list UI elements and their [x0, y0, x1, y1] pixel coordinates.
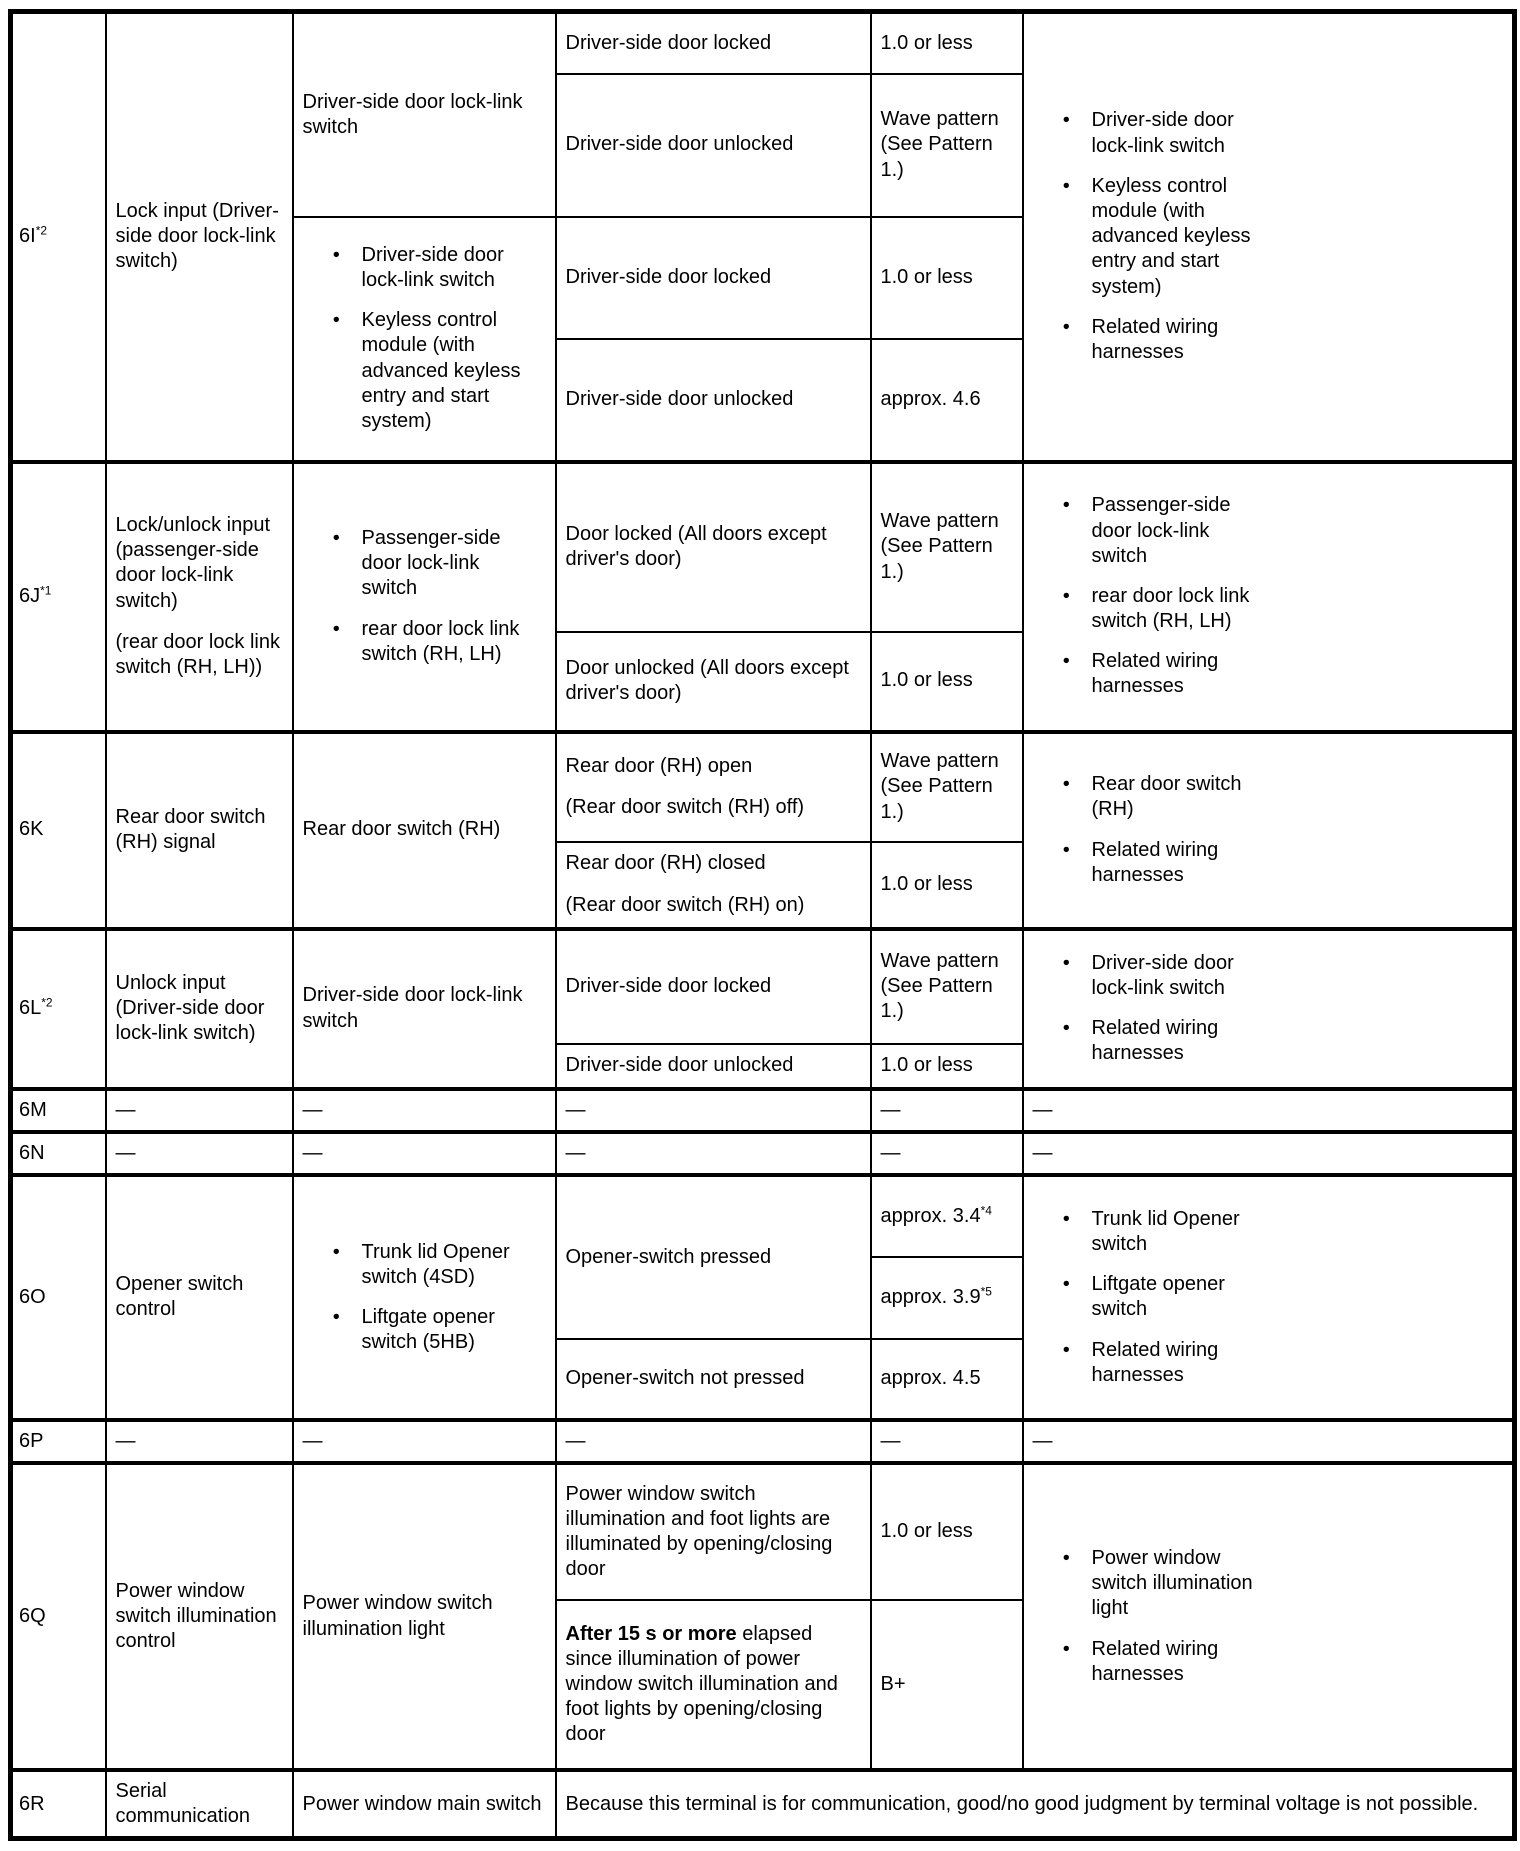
- bullet-text: rear door lock link switch (RH, LH): [361, 617, 520, 665]
- bullet-icon: ●: [332, 1308, 341, 1323]
- text-line: Rear door (RH) open: [565, 754, 753, 777]
- table-row: [11, 929, 1515, 1044]
- text-line: Power window switch illumination control: [115, 1579, 277, 1653]
- bullet-icon: ●: [1062, 1640, 1071, 1655]
- inspection-cell-6n: —: [1023, 1132, 1515, 1175]
- function-text: [116, 1579, 283, 1655]
- bullet-text: Related wiring harnesses: [1091, 650, 1219, 698]
- voltage-cell: approx. 4.5: [871, 1339, 1023, 1420]
- bullet-text: Related wiring harnesses: [1091, 315, 1219, 363]
- terminal-cell-6n: [11, 1132, 106, 1175]
- bullet-icon: ●: [1062, 954, 1071, 969]
- terminal-label: 6N: [19, 1141, 45, 1164]
- inspection-cell-6j: [1023, 462, 1515, 732]
- condition-cell: —: [556, 1420, 871, 1463]
- bullet-icon: ●: [1062, 1276, 1071, 1291]
- connected-cell-6j: [293, 462, 556, 732]
- voltage-cell: 1.0 or less: [871, 842, 1023, 929]
- condition-cell: Power window switch illumination and foot lights are illuminated by opening/closing door: [556, 1463, 871, 1600]
- condition-cell: Door locked (All doors except driver's door): [556, 462, 871, 632]
- bullet-icon: ●: [1062, 841, 1071, 856]
- terminal-label: 6R: [19, 1792, 45, 1815]
- function-cell-6o: [106, 1175, 293, 1420]
- bullet-text: Liftgate opener switch (5HB): [361, 1305, 495, 1354]
- condition-cell: [556, 842, 871, 929]
- table-row: [11, 1175, 1515, 1257]
- bullet-item: [1063, 1546, 1504, 1622]
- text-line: Opener switch control: [115, 1273, 244, 1321]
- inspection-cell-6p: —: [1023, 1420, 1515, 1463]
- condition-cell: Opener-switch pressed: [556, 1175, 871, 1339]
- bullet-icon: ●: [1062, 1341, 1071, 1356]
- condition-text: [566, 851, 861, 917]
- inspection-list: [1033, 1546, 1504, 1687]
- voltage-cell: —: [871, 1089, 1023, 1132]
- connected-cell-6m: —: [293, 1089, 556, 1132]
- condition-cell: Driver-side door unlocked: [556, 339, 871, 462]
- terminal-cell-6r: [11, 1770, 106, 1839]
- connected-text: Rear door switch (RH): [302, 818, 501, 841]
- condition-cell: —: [556, 1132, 871, 1175]
- condition-cell: Driver-side door locked: [556, 12, 871, 74]
- bullet-item: [333, 1240, 546, 1290]
- condition-cell: —: [556, 1089, 871, 1132]
- connected-cell-6i-a: [293, 12, 556, 217]
- voltage-cell: Wave pattern (See Pattern 1.): [871, 732, 1023, 842]
- bullet-icon: ●: [332, 620, 341, 635]
- bullet-item: [333, 617, 546, 667]
- terminal-cell-6o: [11, 1175, 106, 1420]
- terminal-superscript: *1: [40, 583, 52, 598]
- connected-list: [303, 243, 546, 434]
- voltage-cell: [871, 1257, 1023, 1339]
- function-cell-6n: —: [106, 1132, 293, 1175]
- function-cell-6k: [106, 732, 293, 929]
- communication-note-cell: Because this terminal is for communication, good/no good judgment by terminal voltage is not possible.: [556, 1770, 1515, 1839]
- terminal-label: 6P: [19, 1429, 44, 1452]
- terminal-cell-6k: [11, 732, 106, 929]
- bullet-icon: ●: [332, 312, 341, 327]
- text-line: Lock/unlock input (passenger-side door lock-link switch): [115, 513, 271, 612]
- inspection-list: [1033, 1207, 1504, 1388]
- voltage-cell: 1.0 or less: [871, 1463, 1023, 1600]
- function-text: [116, 513, 283, 680]
- connected-cell-6p: —: [293, 1420, 556, 1463]
- text-line: (Rear door switch (RH) off): [565, 796, 805, 818]
- terminal-cell-6l: [11, 929, 106, 1089]
- bullet-item: [1063, 1016, 1504, 1066]
- table-row: [11, 1770, 1515, 1839]
- function-text: [116, 1272, 283, 1322]
- bullet-icon: ●: [332, 530, 341, 545]
- bullet-text: Trunk lid Opener switch (4SD): [361, 1240, 510, 1288]
- bullet-item: [1063, 174, 1504, 300]
- condition-cell: Driver-side door unlocked: [556, 1044, 871, 1089]
- text-line: Rear door (RH) closed: [565, 852, 766, 875]
- condition-cell: Driver-side door unlocked: [556, 74, 871, 217]
- connected-cell-6i-b: [293, 217, 556, 462]
- text-line: Unlock input (Driver-side door lock-link switch): [115, 971, 265, 1045]
- terminal-cell-6j: [11, 462, 106, 732]
- bullet-icon: ●: [1062, 497, 1071, 512]
- voltage-cell: —: [871, 1420, 1023, 1463]
- bullet-item: [1063, 493, 1504, 569]
- bullet-text: Keyless control module (with advanced keyless entry and start system): [1091, 174, 1251, 298]
- inspection-cell-6l: [1023, 929, 1515, 1089]
- bullet-item: [1063, 649, 1504, 699]
- function-text: [116, 1779, 283, 1829]
- condition-cell: Opener-switch not pressed: [556, 1339, 871, 1420]
- bullet-text: Driver-side door lock-link switch: [1091, 951, 1234, 999]
- voltage-cell: Wave pattern (See Pattern 1.): [871, 929, 1023, 1044]
- voltage-cell: [871, 1175, 1023, 1257]
- voltage-cell: 1.0 or less: [871, 1044, 1023, 1089]
- bullet-text: Liftgate opener switch: [1091, 1273, 1225, 1321]
- text-line: Serial communication: [115, 1780, 251, 1828]
- function-cell-6q: [106, 1463, 293, 1770]
- connected-cell-6q: [293, 1463, 556, 1770]
- bullet-icon: ●: [1062, 177, 1071, 192]
- function-cell-6m: —: [106, 1089, 293, 1132]
- condition-cell: Driver-side door locked: [556, 217, 871, 339]
- text-line: (Rear door switch (RH) on): [565, 893, 805, 916]
- bullet-icon: ●: [1062, 1210, 1071, 1225]
- terminal-label: 6J: [19, 584, 41, 607]
- terminal-label: 6L: [19, 996, 42, 1019]
- inspection-cell-6k: [1023, 732, 1515, 929]
- bullet-item: [1063, 1207, 1504, 1257]
- voltage-cell: 1.0 or less: [871, 12, 1023, 74]
- inspection-cell-6q: [1023, 1463, 1515, 1770]
- bullet-text: Power window switch illumination light: [1091, 1547, 1253, 1620]
- bullet-text: Related wiring harnesses: [1091, 1637, 1219, 1685]
- voltage-text: approx. 3.4: [880, 1204, 981, 1227]
- bullet-text: Rear door switch (RH): [1091, 773, 1242, 821]
- connected-cell-6n: —: [293, 1132, 556, 1175]
- bullet-icon: ●: [1062, 776, 1071, 791]
- bullet-text: Driver-side door lock-link switch: [1091, 109, 1234, 157]
- function-cell-6j: [106, 462, 293, 732]
- terminal-cell-6p: [11, 1420, 106, 1463]
- voltage-cell: B+: [871, 1600, 1023, 1770]
- function-cell-6l: [106, 929, 293, 1089]
- connected-cell-6k: [293, 732, 556, 929]
- table-row: [11, 1463, 1515, 1600]
- bullet-item: [333, 243, 546, 293]
- bullet-icon: ●: [1062, 318, 1071, 333]
- terminal-superscript: *2: [41, 995, 53, 1010]
- terminal-label: 6Q: [19, 1604, 46, 1627]
- condition-cell: [556, 1600, 871, 1770]
- bullet-text: Related wiring harnesses: [1091, 838, 1219, 886]
- function-text: [116, 199, 283, 275]
- inspection-list: [1033, 951, 1504, 1067]
- condition-text: [566, 754, 861, 820]
- voltage-cell: Wave pattern (See Pattern 1.): [871, 74, 1023, 217]
- connected-text: Driver-side door lock-link switch: [302, 90, 523, 138]
- terminal-label: 6O: [19, 1285, 46, 1308]
- bullet-item: [1063, 1338, 1504, 1388]
- terminal-label: 6M: [19, 1098, 47, 1121]
- bullet-item: [1063, 584, 1504, 634]
- bullet-icon: ●: [332, 1243, 341, 1258]
- bullet-item: [333, 526, 546, 602]
- bullet-text: Trunk lid Opener switch: [1091, 1207, 1240, 1255]
- condition-text: elapsed since illumination of power window switch illumination and foot lights by opening/closing door: [565, 1622, 838, 1746]
- function-text: [116, 805, 283, 855]
- bullet-text: Related wiring harnesses: [1091, 1338, 1219, 1386]
- connected-cell-6l: [293, 929, 556, 1089]
- condition-cell: Driver-side door locked: [556, 929, 871, 1044]
- bullet-text: rear door lock link switch (RH, LH): [1091, 584, 1250, 633]
- bullet-icon: ●: [1062, 587, 1071, 602]
- bullet-item: [1063, 772, 1504, 822]
- inspection-list: [1033, 772, 1504, 888]
- terminal-cell-6q: [11, 1463, 106, 1770]
- connected-text: Power window main switch: [302, 1792, 542, 1815]
- voltage-text: approx. 3.9: [880, 1286, 981, 1309]
- inspection-cell-6o: [1023, 1175, 1515, 1420]
- table-row: [11, 1089, 1515, 1132]
- bullet-item: [1063, 1272, 1504, 1322]
- condition-cell: Door unlocked (All doors except driver's door): [556, 632, 871, 732]
- condition-bold-text: After 15 s or more: [565, 1622, 737, 1645]
- terminal-superscript: *2: [35, 223, 48, 238]
- connected-list: [303, 1240, 546, 1356]
- table-row: [11, 462, 1515, 632]
- table-row: [11, 1132, 1515, 1175]
- text-line: Lock input (Driver-side door lock-link switch): [115, 199, 279, 273]
- voltage-cell: 1.0 or less: [871, 217, 1023, 339]
- connected-text: Power window switch illumination light: [302, 1592, 493, 1640]
- voltage-superscript: *4: [980, 1203, 992, 1218]
- bullet-text: Driver-side door lock-link switch: [361, 243, 504, 292]
- table-row: [11, 732, 1515, 842]
- bullet-item: [333, 308, 546, 434]
- inspection-cell-6m: —: [1023, 1089, 1515, 1132]
- bullet-icon: ●: [1062, 653, 1071, 668]
- connected-list: [303, 526, 546, 667]
- function-cell-6i: [106, 12, 293, 462]
- bullet-text: Passenger-side door lock-link switch: [1091, 494, 1231, 567]
- function-cell-6r: [106, 1770, 293, 1839]
- connected-cell-6r: [293, 1770, 556, 1839]
- bullet-text: Passenger-side door lock-link switch: [361, 527, 501, 600]
- table-row: [11, 1420, 1515, 1463]
- function-text: [116, 971, 283, 1047]
- bullet-item: [1063, 951, 1504, 1001]
- voltage-cell: Wave pattern (See Pattern 1.): [871, 462, 1023, 632]
- terminal-label: 6K: [19, 818, 44, 841]
- connected-cell-6o: [293, 1175, 556, 1420]
- terminal-cell-6m: [11, 1089, 106, 1132]
- voltage-cell: —: [871, 1132, 1023, 1175]
- bullet-icon: ●: [1062, 112, 1071, 127]
- text-line: (rear door lock link switch (RH, LH)): [115, 630, 281, 678]
- bullet-item: [1063, 108, 1504, 158]
- voltage-cell: 1.0 or less: [871, 632, 1023, 732]
- bullet-item: [1063, 838, 1504, 888]
- bullet-item: [1063, 315, 1504, 365]
- inspection-list: [1033, 108, 1504, 365]
- bullet-icon: ●: [332, 246, 341, 261]
- connected-text: Driver-side door lock-link switch: [302, 984, 523, 1032]
- voltage-cell: approx. 4.6: [871, 339, 1023, 462]
- inspection-cell-6i: [1023, 12, 1515, 462]
- voltage-superscript: *5: [980, 1284, 992, 1299]
- bullet-icon: ●: [1062, 1550, 1071, 1565]
- bullet-text: Keyless control module (with advanced keyless entry and start system): [361, 309, 521, 432]
- condition-cell: [556, 732, 871, 842]
- terminal-cell-6i: [11, 12, 106, 462]
- bullet-icon: ●: [1062, 1020, 1071, 1034]
- table-row: [11, 12, 1515, 74]
- terminal-label: 6I: [19, 225, 36, 248]
- bullet-item: [1063, 1637, 1504, 1687]
- bullet-text: Related wiring harnesses: [1091, 1017, 1219, 1065]
- terminal-voltage-table: [8, 9, 1517, 1841]
- function-cell-6p: —: [106, 1420, 293, 1463]
- inspection-list: [1033, 493, 1504, 699]
- text-line: Rear door switch (RH) signal: [115, 805, 266, 853]
- bullet-item: [333, 1305, 546, 1355]
